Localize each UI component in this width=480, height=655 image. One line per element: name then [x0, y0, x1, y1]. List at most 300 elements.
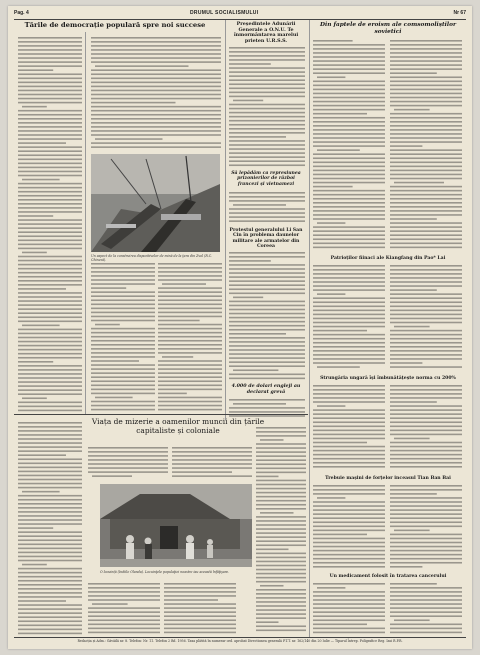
- text-line: [91, 332, 155, 334]
- text-line: [164, 611, 236, 613]
- text-line: [256, 557, 306, 559]
- text-line: [313, 68, 385, 70]
- text-line: [158, 364, 222, 366]
- text-line: [91, 69, 221, 71]
- text-line: [172, 467, 252, 469]
- text-line: [18, 175, 82, 177]
- column-right-e: [313, 384, 385, 472]
- text-line: [256, 516, 306, 518]
- text-line: [313, 117, 385, 119]
- text-line: [390, 81, 462, 83]
- hungary-headline: Strungăria ungară își îmbunătățește norma cu 200%: [320, 376, 456, 381]
- text-line: [91, 98, 221, 100]
- text-line: [313, 632, 385, 634]
- text-lines: [91, 36, 221, 152]
- text-line: [313, 330, 367, 332]
- text-line: [390, 314, 462, 316]
- text-lines: [229, 398, 305, 422]
- text-line: [18, 276, 82, 278]
- text-line: [390, 210, 462, 212]
- text-line: [91, 312, 155, 314]
- text-line: [18, 475, 82, 477]
- text-line: [18, 422, 82, 424]
- text-line: [18, 73, 82, 75]
- text-line: [91, 320, 155, 322]
- text-line: [256, 544, 306, 546]
- text-line: [91, 53, 221, 55]
- text-line: [18, 268, 82, 270]
- text-line: [313, 198, 385, 200]
- text-line: [390, 137, 462, 139]
- text-line: [313, 81, 385, 83]
- text-line: [313, 583, 385, 585]
- text-line: [390, 526, 462, 528]
- text-line: [229, 124, 305, 126]
- text-line: [18, 608, 82, 610]
- text-line: [256, 447, 306, 449]
- text-line: [158, 279, 222, 281]
- text-line: [88, 451, 168, 453]
- machine-headline: Trebuie mașini de forțelor inceasul Tian Ban Bai: [325, 476, 451, 481]
- text-line: [313, 157, 385, 159]
- text-line: [313, 513, 385, 515]
- text-line: [18, 102, 82, 104]
- text-line: [91, 82, 221, 84]
- text-line: [18, 616, 82, 618]
- text-line: [229, 67, 305, 69]
- text-line: [18, 134, 82, 136]
- text-lines: [390, 582, 462, 636]
- text-line: [390, 198, 462, 200]
- text-line: [18, 515, 82, 517]
- text-line: [91, 134, 221, 136]
- text-line: [18, 426, 82, 428]
- text-line: [88, 607, 160, 609]
- text-line: [91, 348, 155, 350]
- column-bottom-right: [256, 426, 306, 636]
- text-line: [91, 405, 155, 407]
- text-line: [162, 283, 206, 285]
- text-line: [313, 121, 385, 123]
- text-line: [91, 114, 221, 116]
- text-line: [158, 267, 222, 269]
- text-line: [313, 64, 385, 66]
- main-headline: Tările de democrație populară spre noi succese: [24, 21, 206, 29]
- text-line: [18, 244, 82, 246]
- text-line: [18, 195, 82, 197]
- text-line: [390, 178, 462, 180]
- text-line: [390, 105, 462, 107]
- text-line: [256, 524, 306, 526]
- text-line: [88, 471, 168, 473]
- text-line: [256, 463, 306, 465]
- text-line: [91, 372, 155, 374]
- text-line: [256, 520, 306, 522]
- text-line: [229, 407, 305, 409]
- text-line: [313, 206, 385, 208]
- column-center-left: [91, 262, 155, 412]
- text-line: [313, 442, 367, 444]
- text-line: [18, 126, 82, 128]
- text-line: [158, 312, 222, 314]
- text-line: [390, 125, 462, 127]
- column-onu-article: [229, 46, 305, 168]
- text-line: [91, 376, 155, 378]
- column-right-j: [390, 582, 462, 636]
- text-line: [256, 577, 306, 579]
- text-line: [390, 93, 462, 95]
- column-center-right: [158, 262, 222, 412]
- text-line: [18, 625, 82, 627]
- text-line: [394, 326, 430, 328]
- text-line: [164, 607, 236, 609]
- column-right-g: [313, 484, 385, 570]
- text-line: [256, 532, 306, 534]
- text-lines: [91, 262, 155, 412]
- text-line: [313, 619, 385, 621]
- text-line: [18, 264, 82, 266]
- text-line: [313, 354, 385, 356]
- text-line: [313, 109, 385, 111]
- text-line: [18, 620, 82, 622]
- text-line: [229, 75, 305, 77]
- column-prisoners-article: [229, 191, 305, 226]
- text-line: [390, 405, 462, 407]
- text-line: [313, 430, 385, 432]
- text-line: [91, 118, 221, 120]
- text-line: [18, 240, 82, 242]
- text-line: [256, 431, 306, 433]
- text-line: [91, 90, 221, 92]
- text-line: [229, 256, 305, 258]
- text-line: [256, 581, 306, 583]
- text-line: [229, 59, 305, 61]
- text-line: [91, 49, 221, 51]
- text-line: [18, 572, 82, 574]
- text-line: [18, 272, 82, 274]
- text-line: [313, 458, 385, 460]
- text-line: [313, 186, 353, 188]
- text-line: [256, 472, 306, 474]
- text-line: [164, 632, 236, 634]
- text-lines: [88, 582, 160, 636]
- text-line: [313, 265, 385, 267]
- text-line: [390, 121, 462, 123]
- text-line: [313, 178, 385, 180]
- text-line: [256, 427, 306, 429]
- text-line: [229, 136, 286, 138]
- text-line: [313, 230, 385, 232]
- text-line: [95, 138, 163, 140]
- column-separator: [85, 32, 86, 414]
- text-line: [313, 624, 367, 626]
- text-line: [91, 130, 221, 132]
- text-line: [394, 530, 430, 532]
- text-line: [88, 447, 168, 449]
- column-bottom-b: [164, 582, 236, 636]
- footer-rule: [14, 637, 466, 638]
- text-line: [91, 267, 155, 269]
- text-line: [229, 120, 305, 122]
- text-line: [18, 159, 82, 161]
- text-line: [390, 466, 462, 468]
- text-line: [390, 206, 462, 208]
- text-line: [390, 354, 462, 356]
- text-line: [313, 182, 385, 184]
- text-line: [229, 272, 305, 274]
- text-line: [18, 438, 82, 440]
- text-lines: [88, 446, 168, 482]
- text-line: [313, 141, 385, 143]
- text-line: [158, 352, 222, 354]
- text-line: [390, 595, 462, 597]
- text-line: [390, 318, 462, 320]
- text-line: [313, 615, 385, 617]
- text-line: [229, 329, 305, 331]
- text-line: [390, 521, 462, 523]
- text-lines: [256, 426, 306, 636]
- text-line: [158, 320, 200, 322]
- text-line: [313, 60, 385, 62]
- bottom-photo-caption: O locuință (Indiile Olanda). Locuinţele populaţiei noastre iau această înfăţişare.: [100, 570, 230, 574]
- text-line: [390, 214, 462, 216]
- text-line: [390, 149, 462, 151]
- text-line: [390, 393, 462, 395]
- text-line: [390, 64, 462, 66]
- text-line: [95, 397, 133, 399]
- text-line: [18, 503, 82, 505]
- text-line: [256, 500, 306, 502]
- text-line: [158, 295, 222, 297]
- text-line: [18, 207, 82, 209]
- text-line: [229, 345, 305, 347]
- text-line: [229, 325, 305, 327]
- text-line: [394, 182, 444, 184]
- text-line: [88, 632, 160, 634]
- text-line: [390, 434, 462, 436]
- text-line: [18, 41, 82, 43]
- text-line: [390, 358, 462, 360]
- text-line: [390, 426, 462, 428]
- text-line: [256, 621, 279, 623]
- text-line: [256, 617, 306, 619]
- text-line: [18, 479, 82, 481]
- text-line: [18, 341, 82, 343]
- text-line: [390, 226, 462, 228]
- text-line: [91, 295, 155, 297]
- text-line: [229, 252, 305, 254]
- text-line: [313, 526, 385, 528]
- text-line: [390, 285, 462, 287]
- masthead: [14, 9, 466, 19]
- text-line: [162, 356, 193, 358]
- text-line: [313, 521, 385, 523]
- text-line: [390, 145, 422, 147]
- text-line: [164, 628, 236, 630]
- text-line: [18, 114, 82, 116]
- text-line: [229, 88, 305, 90]
- text-line: [18, 353, 82, 355]
- text-line: [91, 126, 221, 128]
- text-line: [313, 558, 385, 560]
- text-line: [18, 442, 82, 444]
- text-line: [390, 44, 462, 46]
- text-line: [229, 160, 305, 162]
- text-line: [229, 47, 305, 49]
- text-line: [390, 583, 437, 585]
- text-line: [18, 535, 82, 537]
- text-line: [91, 340, 155, 342]
- text-line: [390, 417, 462, 419]
- text-lines: [313, 484, 385, 570]
- text-line: [91, 106, 221, 108]
- text-line: [158, 308, 222, 310]
- text-line: [313, 493, 385, 495]
- text-line: [313, 517, 385, 519]
- text-line: [313, 338, 385, 340]
- text-line: [158, 393, 187, 395]
- text-line: [233, 403, 286, 405]
- text-line: [229, 415, 305, 417]
- text-line: [18, 215, 53, 217]
- text-line: [229, 337, 305, 339]
- text-line: [18, 312, 82, 314]
- text-line: [390, 218, 437, 220]
- text-line: [313, 44, 385, 46]
- text-line: [313, 393, 385, 395]
- text-line: [18, 256, 82, 258]
- text-line: [91, 142, 221, 144]
- text-line: [390, 133, 462, 135]
- text-line: [158, 299, 222, 301]
- text-line: [18, 45, 82, 47]
- text-line: [390, 442, 462, 444]
- text-line: [313, 318, 385, 320]
- text-line: [91, 263, 155, 265]
- text-line: [317, 149, 360, 151]
- text-line: [18, 292, 82, 294]
- text-line: [390, 310, 462, 312]
- text-line: [158, 340, 222, 342]
- text-line: [229, 63, 271, 65]
- text-line: [390, 509, 462, 511]
- text-line: [18, 576, 82, 578]
- text-line: [172, 475, 252, 477]
- text-line: [313, 85, 385, 87]
- text-line: [91, 73, 221, 75]
- text-line: [313, 314, 385, 316]
- text-line: [91, 110, 221, 112]
- text-line: [233, 204, 286, 206]
- text-line: [256, 605, 306, 607]
- text-line: [313, 133, 385, 135]
- text-line: [91, 283, 155, 285]
- text-line: [18, 308, 82, 310]
- text-line: [313, 226, 385, 228]
- text-lines: [229, 191, 305, 226]
- text-line: [164, 624, 236, 626]
- text-line: [18, 337, 82, 339]
- text-line: [313, 566, 385, 568]
- text-line: [260, 585, 284, 587]
- text-line: [158, 328, 222, 330]
- text-line: [313, 243, 385, 245]
- text-line: [158, 316, 222, 318]
- top-middle-headline: Președintele Adunării Generale a O.N.U. Te înmormântarea marelui prieten U.R.S.S.: [233, 21, 299, 44]
- text-line: [313, 346, 385, 348]
- text-line: [390, 48, 462, 50]
- text-line: [229, 374, 305, 376]
- text-line: [18, 511, 82, 513]
- text-line: [91, 45, 221, 47]
- top-right-headline: Din faptele de eroism ale comsomoliștilor sovietici: [319, 22, 457, 35]
- text-line: [18, 507, 82, 509]
- text-line: [390, 538, 462, 540]
- text-line: [229, 357, 305, 359]
- text-line: [18, 138, 82, 140]
- text-line: [18, 629, 82, 631]
- text-line: [18, 118, 82, 120]
- text-line: [390, 243, 462, 245]
- text-line: [18, 434, 82, 436]
- text-line: [88, 599, 160, 601]
- text-line: [394, 619, 430, 621]
- text-line: [18, 544, 82, 546]
- text-line: [390, 517, 462, 519]
- text-line: [18, 377, 82, 379]
- text-line: [313, 599, 385, 601]
- text-line: [390, 562, 462, 564]
- text-line: [172, 471, 232, 473]
- text-line: [256, 589, 306, 591]
- text-line: [229, 341, 305, 343]
- text-line: [233, 369, 278, 371]
- text-line: [91, 352, 155, 354]
- text-line: [390, 273, 462, 275]
- text-line: [390, 534, 462, 536]
- text-line: [390, 501, 462, 503]
- text-line: [390, 362, 422, 364]
- text-line: [18, 69, 53, 71]
- text-line: [229, 196, 305, 198]
- text-line: [317, 587, 345, 589]
- text-line: [18, 94, 82, 96]
- text-line: [313, 306, 385, 308]
- text-line: [158, 405, 222, 407]
- text-line: [18, 150, 82, 152]
- text-line: [390, 611, 462, 613]
- protest-headline: Protestul generalului Li San Cin în problema daunelor militare ale armatelor din Coreea: [229, 228, 303, 249]
- text-line: [390, 566, 422, 568]
- text-line: [91, 360, 139, 362]
- text-line: [88, 619, 160, 621]
- text-line: [91, 61, 221, 63]
- text-line: [313, 611, 385, 613]
- text-line: [91, 37, 221, 39]
- text-line: [158, 263, 222, 265]
- text-line: [229, 399, 305, 401]
- text-line: [18, 539, 82, 541]
- text-line: [18, 280, 82, 282]
- text-line: [313, 554, 385, 556]
- text-line: [91, 279, 155, 281]
- text-line: [91, 409, 155, 411]
- text-line: [313, 56, 385, 58]
- text-line: [390, 458, 462, 460]
- text-line: [229, 305, 305, 307]
- text-line: [390, 174, 462, 176]
- text-line: [172, 447, 252, 449]
